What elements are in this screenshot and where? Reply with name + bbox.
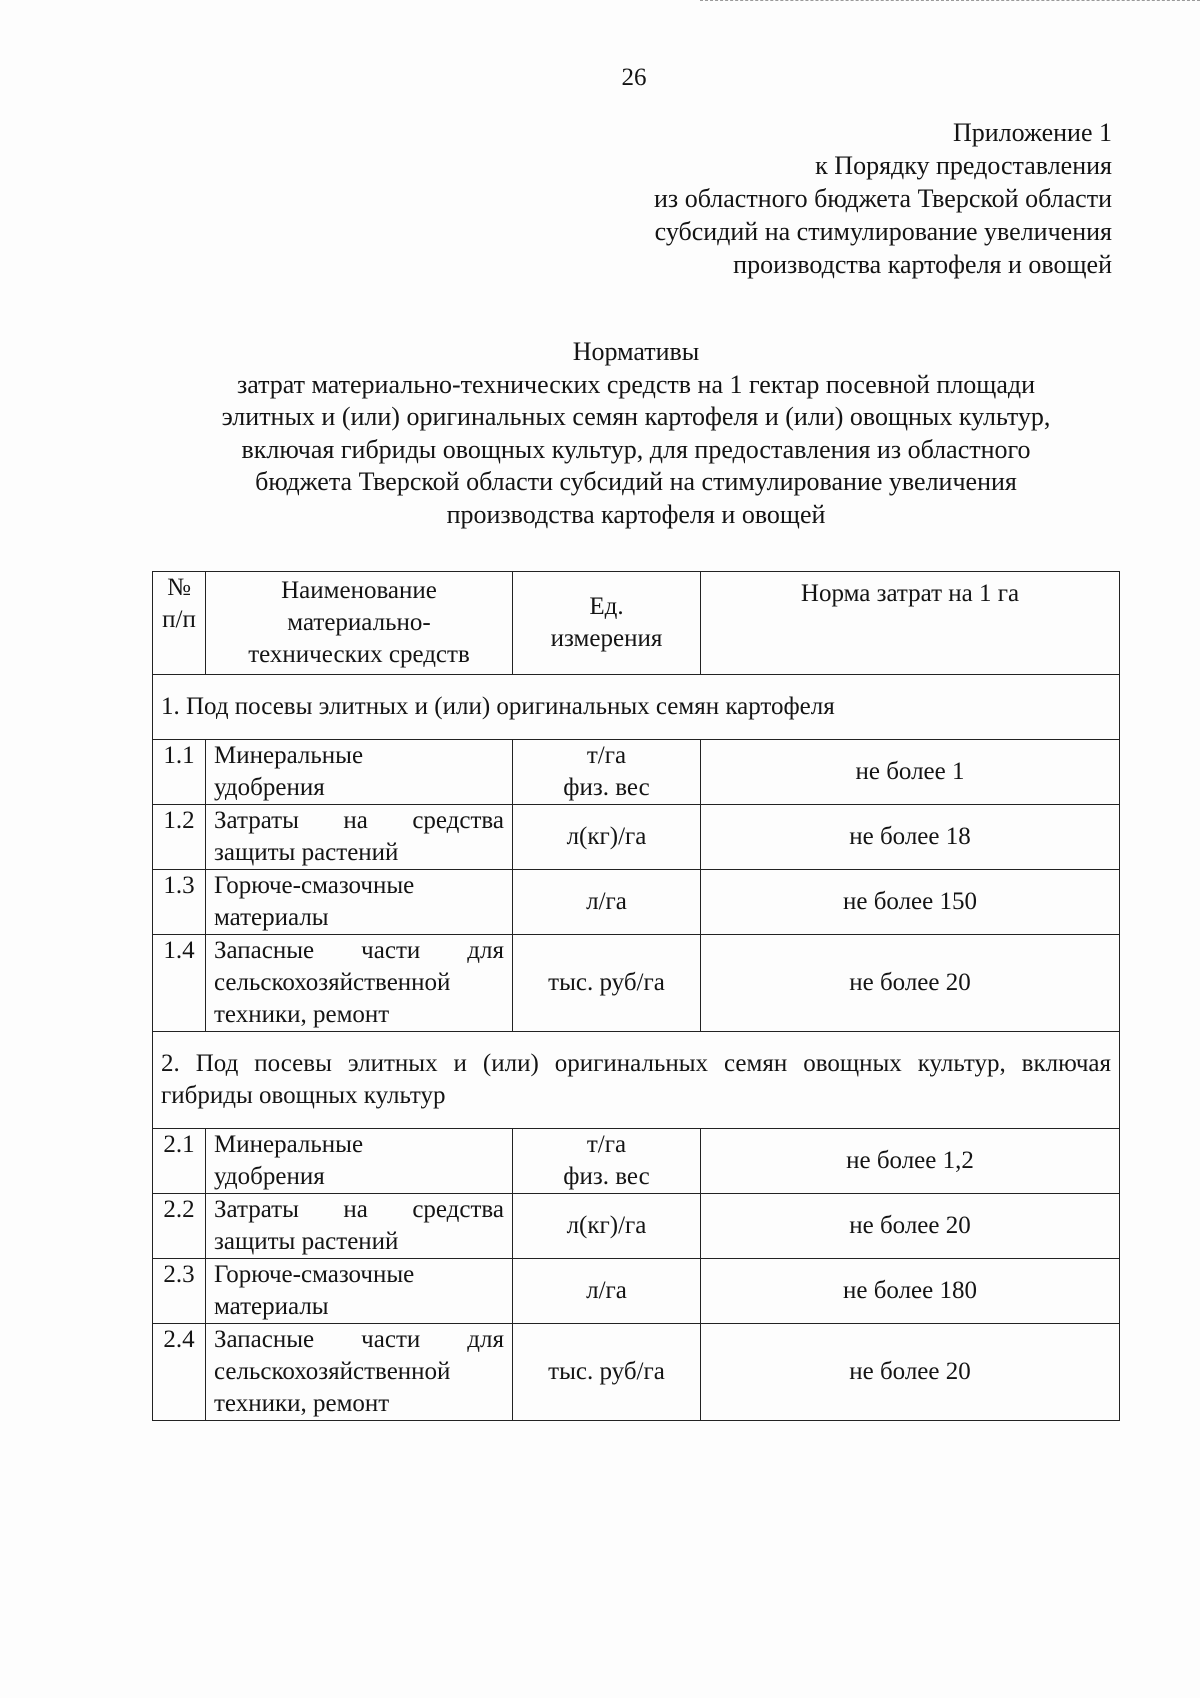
header-num-line: № <box>167 574 191 601</box>
table-row <box>153 1194 1120 1259</box>
row-norm: не более 1 <box>701 740 1120 805</box>
row-name-line: материалы <box>214 904 329 931</box>
row-unit-line: физ. вес <box>563 1163 650 1190</box>
subtitle-line: включая гибриды овощных культур, для предоставления из областного <box>241 434 1031 464</box>
appendix-header <box>412 116 1112 281</box>
header-num-line: п/п <box>162 606 196 633</box>
row-name <box>206 740 513 805</box>
row-unit: л/га <box>513 1259 701 1324</box>
table-header-row <box>153 572 1120 675</box>
row-num: 2.2 <box>153 1194 206 1259</box>
section-1-title: 1. Под посевы элитных и (или) оригинальных семян картофеля <box>153 675 1120 740</box>
table-row <box>153 1324 1120 1421</box>
scan-edge-mark <box>700 0 1200 5</box>
row-name-line: Горюче-смазочные <box>214 872 415 899</box>
appendix-line: Приложение 1 <box>952 118 1112 147</box>
subtitle-line: элитных и (или) оригинальных семян картофеля и (или) овощных культур, <box>221 402 1051 431</box>
row-unit <box>513 740 701 805</box>
header-num <box>153 572 206 675</box>
row-unit: л(кг)/га <box>513 805 701 870</box>
row-name <box>206 1194 513 1259</box>
row-unit-line: физ. вес <box>563 774 650 801</box>
subtitle-line: производства картофеля и овощей <box>446 499 826 529</box>
page-number: 26 <box>621 64 647 91</box>
title-subtitle <box>150 369 1122 532</box>
table-row <box>153 1129 1120 1194</box>
header-name <box>206 572 513 675</box>
row-norm: не более 1,2 <box>701 1129 1120 1194</box>
row-num: 1.3 <box>153 870 206 935</box>
row-name-line: техники, ремонт <box>214 1001 390 1028</box>
row-num: 1.4 <box>153 935 206 1032</box>
subtitle-line: затрат материально-технических средств на 1 гектар посевной площади <box>236 369 1036 399</box>
row-name <box>206 1324 513 1421</box>
row-name-line: удобрения <box>214 1163 325 1190</box>
row-num: 2.3 <box>153 1259 206 1324</box>
row-norm: не более 20 <box>701 1194 1120 1259</box>
table-row <box>153 1259 1120 1324</box>
row-name-line: Запасные части для <box>214 1326 504 1353</box>
row-num: 1.1 <box>153 740 206 805</box>
row-unit <box>513 1129 701 1194</box>
row-unit-line: т/га <box>586 1131 627 1158</box>
appendix-line: из областного бюджета Тверской области <box>654 184 1112 213</box>
section-title-row <box>153 675 1120 740</box>
section-title-row <box>153 1032 1120 1129</box>
row-name-line: сельскохозяйственной <box>214 1358 451 1385</box>
row-name-line: сельскохозяйственной <box>214 969 451 996</box>
header-unit-line: измерения <box>550 625 663 652</box>
row-name <box>206 1129 513 1194</box>
norms-table <box>152 571 1120 1421</box>
row-name-line: материалы <box>214 1293 329 1320</box>
row-unit: л/га <box>513 870 701 935</box>
row-name-line: Горюче-смазочные <box>214 1261 415 1288</box>
row-name-line: Запасные части для <box>214 937 504 964</box>
appendix-line: субсидий на стимулирование увеличения <box>654 217 1112 246</box>
row-name-line: Затраты на средства <box>214 807 504 834</box>
header-norm: Норма затрат на 1 га <box>701 572 1120 675</box>
table-row <box>153 805 1120 870</box>
table-row <box>153 740 1120 805</box>
row-unit: л(кг)/га <box>513 1194 701 1259</box>
header-name-line: Наименование <box>281 577 437 604</box>
subtitle-line: бюджета Тверской области субсидий на стимулирование увеличения <box>255 467 1017 496</box>
row-unit: тыс. руб/га <box>513 1324 701 1421</box>
appendix-line: производства картофеля и овощей <box>733 250 1112 279</box>
row-unit: тыс. руб/га <box>513 935 701 1032</box>
row-norm: не более 20 <box>701 1324 1120 1421</box>
header-unit-line: Ед. <box>589 593 624 620</box>
row-name-line: защиты растений <box>214 1228 399 1255</box>
row-name-line: Затраты на средства <box>214 1196 504 1223</box>
row-name-line: удобрения <box>214 774 325 801</box>
header-name-line: технических средств <box>248 641 470 668</box>
row-name-line: Минеральные <box>214 742 364 769</box>
row-norm: не более 180 <box>701 1259 1120 1324</box>
title-heading: Нормативы <box>572 337 700 366</box>
row-unit-line: т/га <box>586 742 627 769</box>
table-row <box>153 870 1120 935</box>
row-num: 2.1 <box>153 1129 206 1194</box>
row-name <box>206 1259 513 1324</box>
header-name-line: материально- <box>287 609 431 636</box>
document-title <box>150 336 1122 531</box>
row-name-line: Минеральные <box>214 1131 364 1158</box>
row-num: 2.4 <box>153 1324 206 1421</box>
appendix-line: к Порядку предоставления <box>815 151 1112 180</box>
row-norm: не более 18 <box>701 805 1120 870</box>
row-name-line: защиты растений <box>214 839 399 866</box>
row-name <box>206 805 513 870</box>
row-num: 1.2 <box>153 805 206 870</box>
row-norm: не более 150 <box>701 870 1120 935</box>
row-norm: не более 20 <box>701 935 1120 1032</box>
row-name <box>206 935 513 1032</box>
header-unit <box>513 572 701 675</box>
row-name <box>206 870 513 935</box>
row-name-line: техники, ремонт <box>214 1390 390 1417</box>
section-2-title: 2. Под посевы элитных и (или) оригинальных семян овощных культур, включая гибриды овощных культур <box>153 1032 1120 1129</box>
table-row <box>153 935 1120 1032</box>
